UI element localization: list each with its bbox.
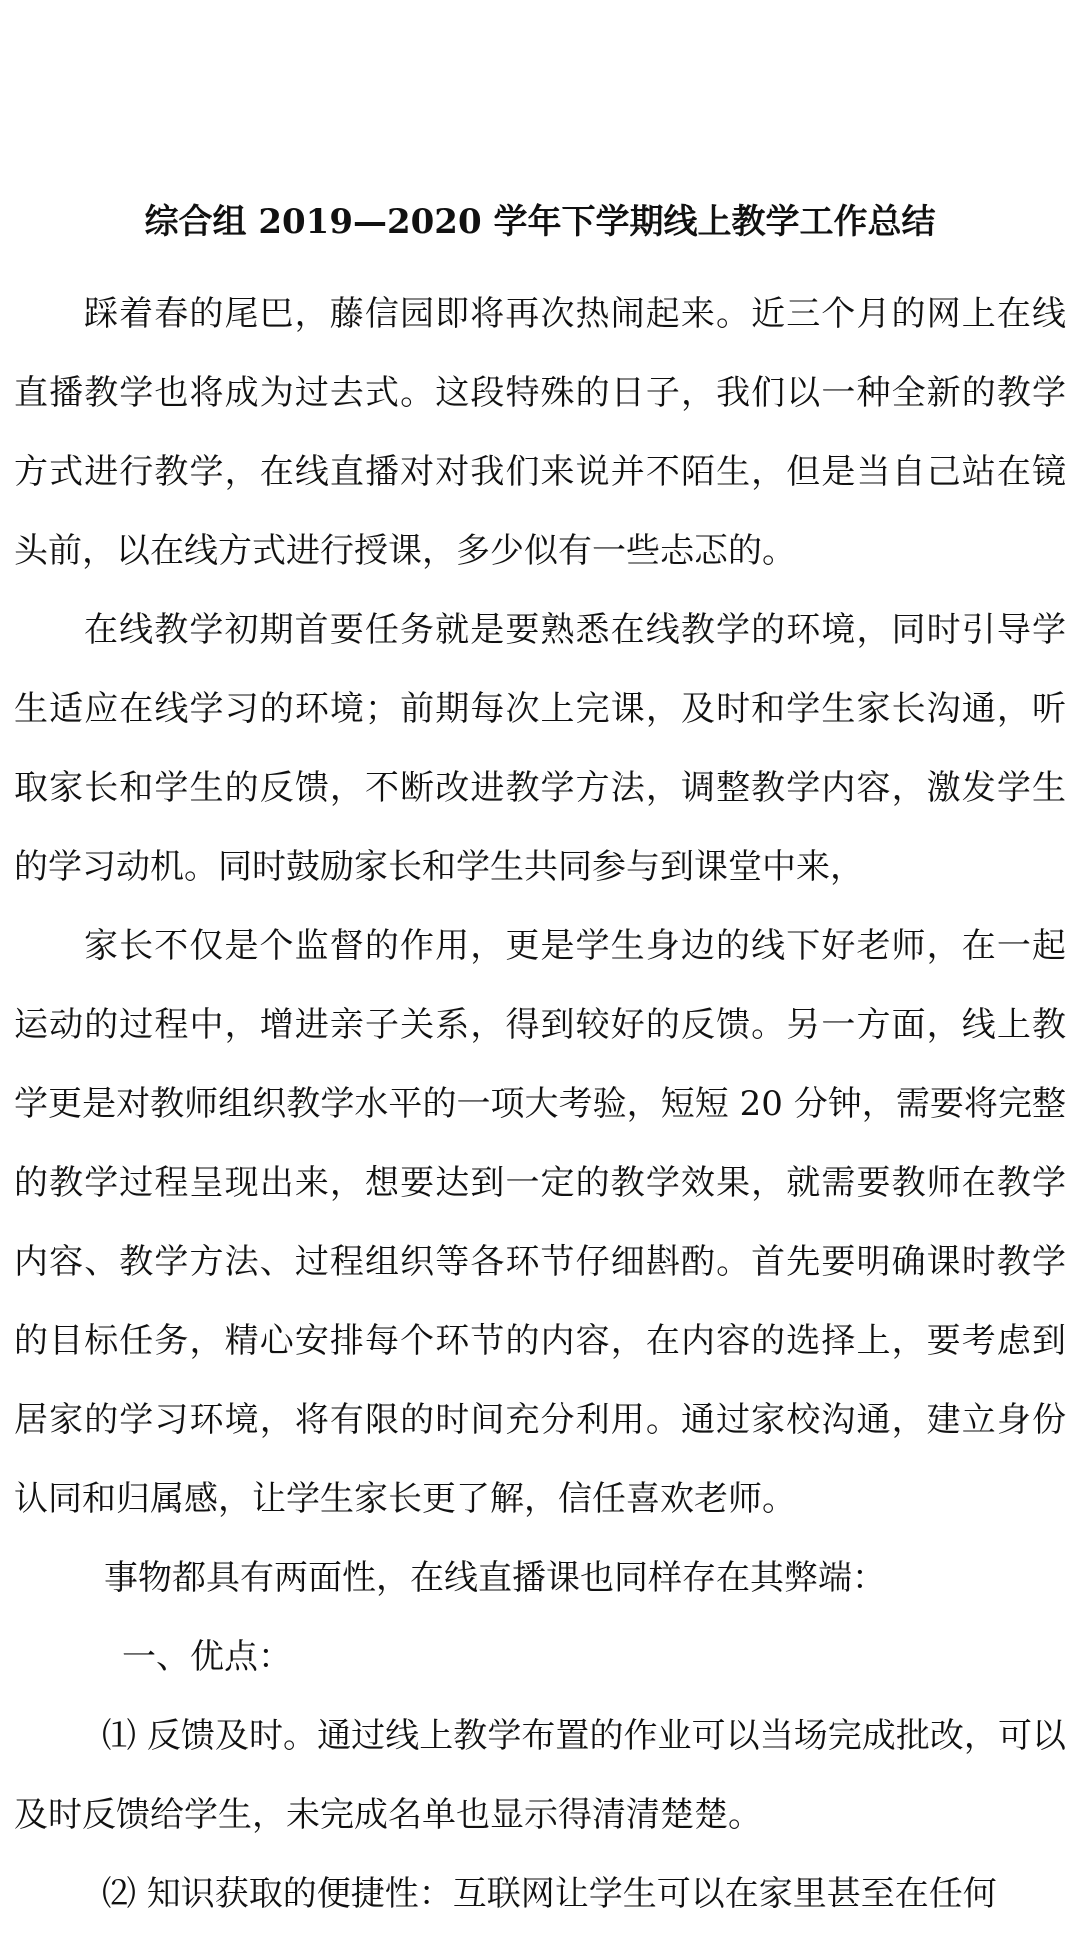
paragraph-intro: 踩着春的尾巴，藤信园即将再次热闹起来。近三个月的网上在线直播教学也将成为过去式。这段特殊的日子，我们以一种全新的教学方式进行教学，在线直播对对我们来说并不陌生，但是当自己站在镜头前，以在线方式进行授课，多少似有一些忐忑的。 xyxy=(14,294,1066,571)
list-item-feedback: ⑴ 反馈及时。通过线上教学布置的作业可以当场完成批改，可以及时反馈给学生，未完成名单也显示得清清楚楚。 xyxy=(14,1716,1066,1835)
paragraph-parents-role: 家长不仅是个监督的作用，更是学生身边的线下好老师，在一起运动的过程中，增进亲子关系，得到较好的反馈。另一方面，线上教学更是对教师组织教学水平的一项大考验，短短 20 分钟，需要将完整的教学过程呈现出来，想要达到一定的教学效果，就需要教师在教学内容、教学方法、过程组织等各环节仔细斟酌。首先要明确课时教学的目标任务，精心安排每个环节的内容，在内容的选择上，要考虑到居家的学习环境，将有限的时间充分利用。通过家校沟通，建立身份认同和归属感，让学生家长更了解，信任喜欢老师。 xyxy=(14,926,1066,1519)
document-body xyxy=(14,275,1066,1934)
document-title: 综合组 2019—2020 学年下学期线上教学工作总结 xyxy=(144,202,936,242)
list-item-convenience: ⑵ 知识获取的便捷性：互联网让学生可以在家里甚至在任何 xyxy=(102,1874,997,1914)
section-heading-advantages: 一、优点： xyxy=(122,1637,292,1677)
paragraph-early-stage: 在线教学初期首要任务就是要熟悉在线教学的环境，同时引导学生适应在线学习的环境；前期每次上完课，及时和学生家长沟通，听取家长和学生的反馈，不断改进教学方法，调整教学内容，激发学生的学习动机。同时鼓励家长和学生共同参与到课堂中来， xyxy=(14,610,1066,887)
paragraph-two-sides: 事物都具有两面性，在线直播课也同样存在其弊端： xyxy=(104,1558,886,1598)
